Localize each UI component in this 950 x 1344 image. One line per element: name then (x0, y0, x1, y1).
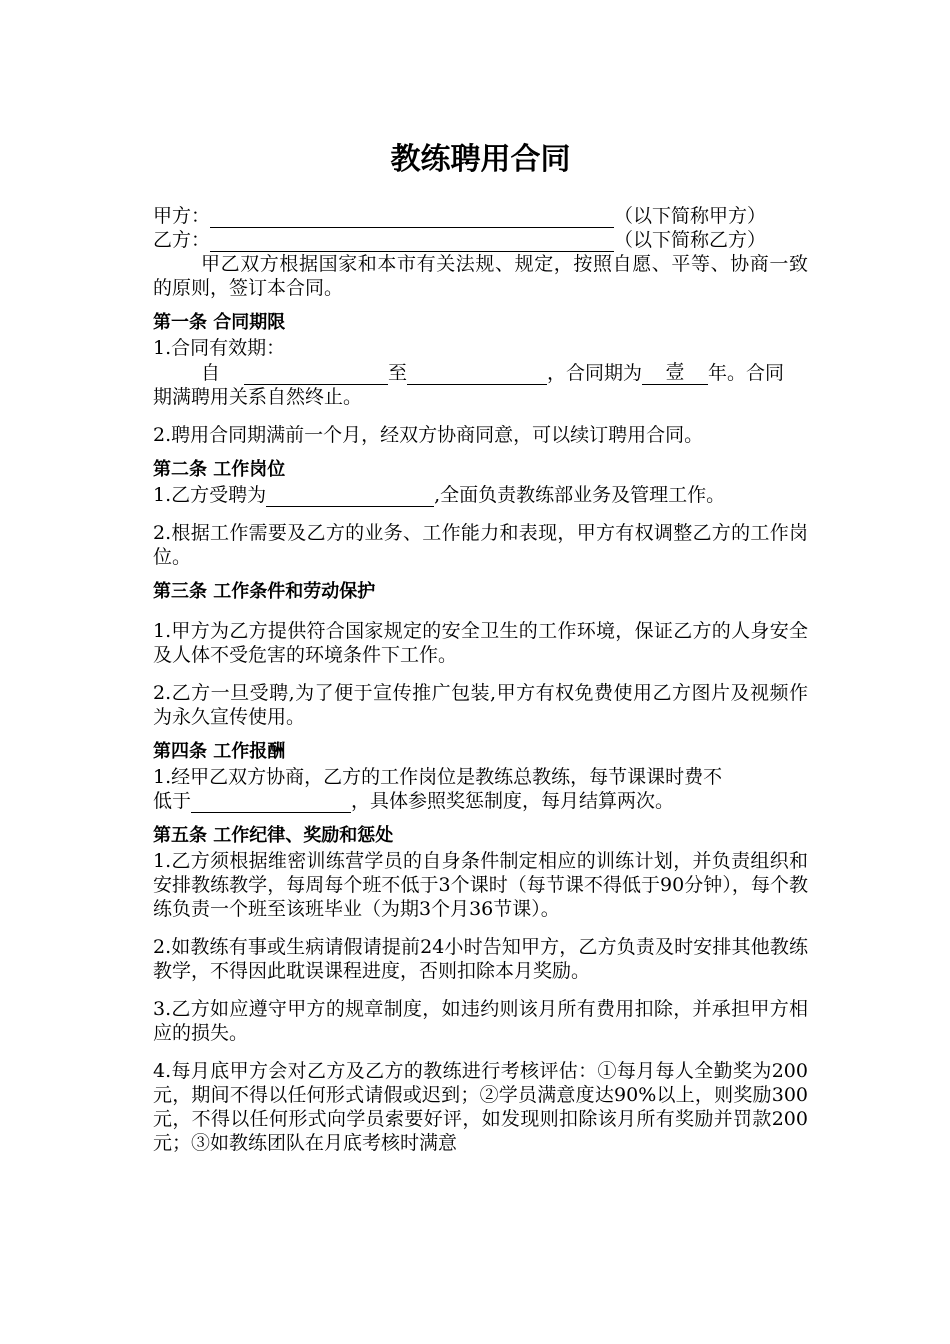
article-3-p1: 1.甲方为乙方提供符合国家规定的安全卫生的工作环境，保证乙方的人身安全及人体不受危害的环境条件下工作。 (153, 620, 808, 666)
intro-paragraph: 甲乙双方根据国家和本市有关法规、规定，按照自愿、平等、协商一致的原则，签订本合同。 (153, 253, 808, 299)
party-b-line (153, 228, 808, 252)
party-a-label: 甲方： (153, 205, 211, 227)
article-5-p3: 3.乙方如应遵守甲方的规章制度，如违约则该月所有费用扣除，并承担甲方相应的损失。 (153, 998, 808, 1044)
party-b-label: 乙方： (153, 229, 211, 251)
article-2-p1 (153, 483, 808, 507)
article-2-heading: 第二条 工作岗位 (153, 459, 286, 480)
position-blank (266, 486, 434, 507)
period-pre: ，合同期为 (547, 362, 643, 384)
article-2-p1-post: ,全面负责教练部业务及管理工作。 (434, 484, 726, 506)
party-b-blank (210, 231, 614, 252)
article-4-heading: 第四条 工作报酬 (153, 741, 286, 762)
period-post: 年。合同 (708, 362, 785, 384)
end-date-blank (407, 364, 547, 385)
article-3-heading: 第三条 工作条件和劳动保护 (153, 581, 376, 602)
article-5-p4: 4.每月底甲方会对乙方及乙方的教练进行考核评估：①每月每人全勤奖为200元，期间不得以任何形式请假或迟到；②学员满意度达90%以上，则奖励300元，不得以任何形式向学员索要好评，如发现则扣除该月所有奖励并罚款200元；③如教练团队在月底考核时满意 (153, 1060, 808, 1154)
start-date-blank (244, 364, 388, 385)
article-4-p1-line2 (153, 789, 808, 813)
party-a-blank (210, 207, 614, 228)
party-a-line (153, 204, 808, 228)
fee-blank (191, 792, 351, 813)
party-a-note: （以下简称甲方） (614, 205, 767, 227)
article-3-p2: 2.乙方一旦受聘,为了便于宣传推广包装,甲方有权免费使用乙方图片及视频作为永久宣传使用。 (153, 682, 808, 728)
contract-page (153, 140, 808, 1155)
article-1-heading: 第一条 合同期限 (153, 312, 286, 333)
article-2-p2: 2.根据工作需要及乙方的业务、工作能力和表现，甲方有权调整乙方的工作岗位。 (153, 522, 808, 568)
article-1-period-line (153, 360, 808, 385)
article-4-p1-line1: 1.经甲乙双方协商，乙方的工作岗位是教练总教练，每节课课时费不 (153, 766, 723, 788)
article-1-p1-cont: 期满聘用关系自然终止。 (153, 386, 363, 408)
from-label: 自 (201, 362, 221, 384)
article-4-p1-pre: 低于 (153, 790, 192, 812)
period-value: 壹 (642, 360, 708, 385)
to-label: 至 (388, 362, 408, 384)
article-5-heading: 第五条 工作纪律、奖励和惩处 (153, 825, 394, 846)
article-2-p1-pre: 1.乙方受聘为 (153, 484, 267, 506)
party-b-note: （以下简称乙方） (614, 229, 767, 251)
page-title: 教练聘用合同 (390, 142, 571, 177)
article-4-p1-post: ，具体参照奖惩制度，每月结算两次。 (351, 790, 675, 812)
article-1-p1: 1.合同有效期： (153, 337, 286, 359)
article-1-p2: 2.聘用合同期满前一个月，经双方协商同意，可以续订聘用合同。 (153, 424, 704, 446)
article-5-p1: 1.乙方须根据维密训练营学员的自身条件制定相应的训练计划，并负责组织和安排教练教学，每周每个班不低于3个课时（每节课不得低于90分钟），每个教练负责一个班至该班毕业（为期3个月36节课）。 (153, 850, 808, 920)
article-5-p2: 2.如教练有事或生病请假请提前24小时告知甲方，乙方负责及时安排其他教练教学，不得因此耽误课程进度，否则扣除本月奖励。 (153, 936, 808, 982)
